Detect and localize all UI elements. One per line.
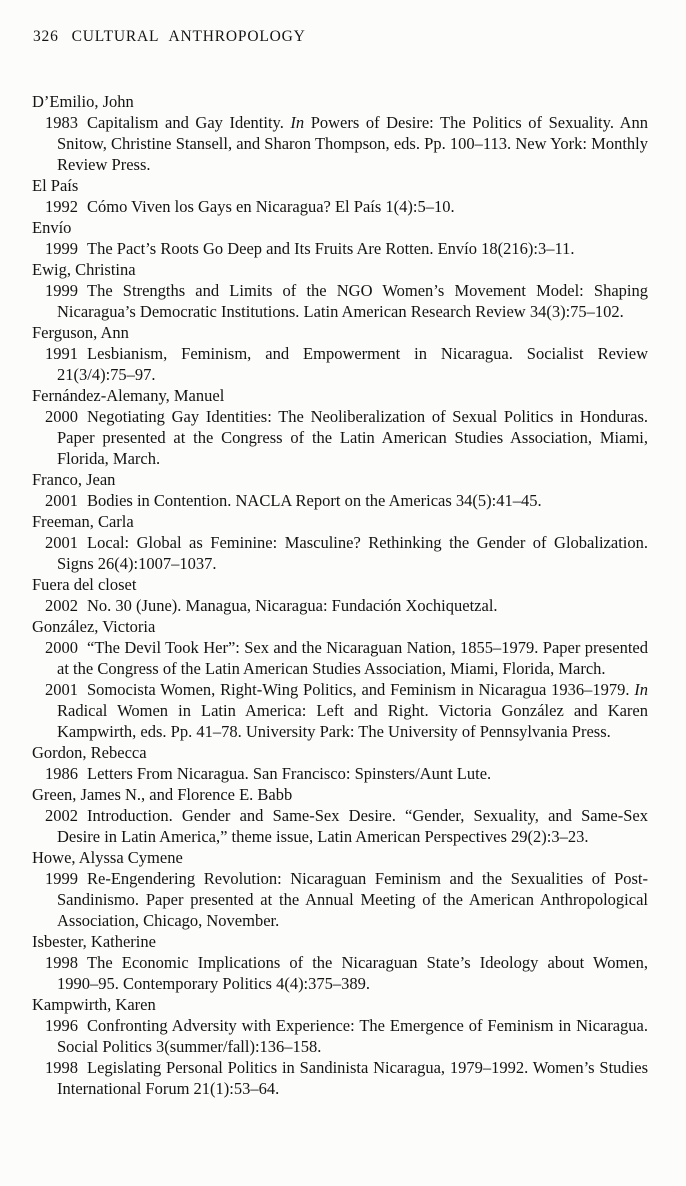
reference-entry (32, 322, 648, 385)
reference-citation (32, 868, 648, 931)
citation-text: The Economic Implications of the Nicaraguan State’s Ideology about Women, 1990–95. Contemporary Politics 4(4):375–389. (57, 953, 648, 993)
reference-entry (32, 931, 648, 994)
reference-entry (32, 742, 648, 784)
running-head (33, 27, 306, 47)
reference-entry (32, 994, 648, 1099)
citation-text: Cómo Viven los Gays en Nicaragua? El País 1(4):5–10. (87, 197, 455, 216)
reference-author: Isbester, Katherine (32, 932, 156, 951)
reference-citation (32, 112, 648, 175)
reference-author: Ferguson, Ann (32, 323, 129, 342)
citation-text: The Strengths and Limits of the NGO Women’s Movement Model: Shaping Nicaragua’s Democratic Institutions. Latin American Research Review 34(3):75–102. (57, 281, 648, 321)
reference-author: Gordon, Rebecca (32, 743, 147, 762)
citation-text: Introduction. Gender and Same-Sex Desire. “Gender, Sexuality, and Same-Sex Desire in Latin America,” theme issue, Latin American Perspectives 29(2):3–23. (57, 806, 648, 846)
reference-entry (32, 175, 648, 217)
page-number: 326 (33, 28, 59, 45)
reference-author: Envío (32, 218, 72, 237)
citation-year: 1986 (45, 764, 78, 783)
reference-citation (32, 532, 648, 574)
reference-citation (32, 952, 648, 994)
citation-year: 1998 (45, 1058, 78, 1077)
reference-entry (32, 91, 648, 175)
reference-citation (32, 595, 648, 616)
reference-citation (32, 406, 648, 469)
reference-citation (32, 343, 648, 385)
citation-year: 2002 (45, 806, 78, 825)
citation-text: “The Devil Took Her”: Sex and the Nicaraguan Nation, 1855–1979. Paper presented at the Congress of the Latin American Studies Association, Miami, Florida, March. (57, 638, 648, 678)
citation-year: 1992 (45, 197, 78, 216)
reference-citation (32, 805, 648, 847)
citation-year: 1996 (45, 1016, 78, 1035)
reference-author: D’Emilio, John (32, 92, 134, 111)
citation-year: 1999 (45, 869, 78, 888)
citation-text: Somocista Women, Right-Wing Politics, and Feminism in Nicaragua 1936–1979. In Radical Women in Latin America: Left and Right. Victoria González and Karen Kampwirth, eds. Pp. 41–78. University Park: The University of Pennsylvania Press. (57, 680, 648, 741)
reference-entry (32, 469, 648, 511)
citation-text: Confronting Adversity with Experience: The Emergence of Feminism in Nicaragua. Social Politics 3(summer/fall):136–158. (57, 1016, 648, 1056)
reference-entry (32, 784, 648, 847)
reference-entry (32, 217, 648, 259)
citation-year: 1983 (45, 113, 78, 132)
citation-year: 2000 (45, 638, 78, 657)
citation-text: The Pact’s Roots Go Deep and Its Fruits Are Rotten. Envío 18(216):3–11. (87, 239, 575, 258)
reference-author: Ewig, Christina (32, 260, 136, 279)
citation-year: 2000 (45, 407, 78, 426)
reference-author: Freeman, Carla (32, 512, 134, 531)
citation-year: 1999 (45, 239, 78, 258)
citation-text: No. 30 (June). Managua, Nicaragua: Fundación Xochiquetzal. (87, 596, 498, 615)
citation-year: 2002 (45, 596, 78, 615)
citation-text: Bodies in Contention. NACLA Report on the Americas 34(5):41–45. (87, 491, 542, 510)
citation-text: Re-Engendering Revolution: Nicaraguan Feminism and the Sexualities of Post-Sandinismo. Paper presented at the Annual Meeting of the American Anthropological Association, Chicago, November. (57, 869, 648, 930)
reference-citation (32, 1057, 648, 1099)
reference-citation (32, 1015, 648, 1057)
citation-year: 2001 (45, 491, 78, 510)
reference-citation (32, 763, 648, 784)
citation-text: Negotiating Gay Identities: The Neoliberalization of Sexual Politics in Honduras. Paper presented at the Congress of the Latin American Studies Association, Miami, Florida, March. (57, 407, 648, 468)
citation-year: 2001 (45, 680, 78, 699)
reference-author: El País (32, 176, 79, 195)
reference-entry (32, 616, 648, 742)
citation-text: Legislating Personal Politics in Sandinista Nicaragua, 1979–1992. Women’s Studies International Forum 21(1):53–64. (57, 1058, 648, 1098)
citation-year: 1991 (45, 344, 78, 363)
reference-entry (32, 847, 648, 931)
journal-title: CULTURAL ANTHROPOLOGY (71, 28, 306, 45)
reference-author: González, Victoria (32, 617, 156, 636)
citation-year: 2001 (45, 533, 78, 552)
citation-text: Letters From Nicaragua. San Francisco: Spinsters/Aunt Lute. (87, 764, 492, 783)
reference-entry (32, 511, 648, 574)
citation-year: 1998 (45, 953, 78, 972)
reference-author: Howe, Alyssa Cymene (32, 848, 183, 867)
reference-author: Fuera del closet (32, 575, 137, 594)
citation-text: Local: Global as Feminine: Masculine? Rethinking the Gender of Globalization. Signs 26(4):1007–1037. (57, 533, 648, 573)
reference-citation (32, 490, 648, 511)
reference-author: Fernández-Alemany, Manuel (32, 386, 225, 405)
reference-citation (32, 196, 648, 217)
reference-citation (32, 679, 648, 742)
reference-citation (32, 280, 648, 322)
reference-author: Franco, Jean (32, 470, 116, 489)
citation-text: Lesbianism, Feminism, and Empowerment in Nicaragua. Socialist Review 21(3/4):75–97. (57, 344, 648, 384)
reference-entry (32, 574, 648, 616)
reference-entry (32, 259, 648, 322)
reference-author: Kampwirth, Karen (32, 995, 156, 1014)
reference-entry (32, 385, 648, 469)
citation-year: 1999 (45, 281, 78, 300)
references-list (32, 91, 648, 1099)
citation-text: Capitalism and Gay Identity. In Powers of Desire: The Politics of Sexuality. Ann Snitow, Christine Stansell, and Sharon Thompson, eds. Pp. 100–113. New York: Monthly Review Press. (57, 113, 649, 174)
reference-citation (32, 637, 648, 679)
reference-citation (32, 238, 648, 259)
reference-author: Green, James N., and Florence E. Babb (32, 785, 293, 804)
